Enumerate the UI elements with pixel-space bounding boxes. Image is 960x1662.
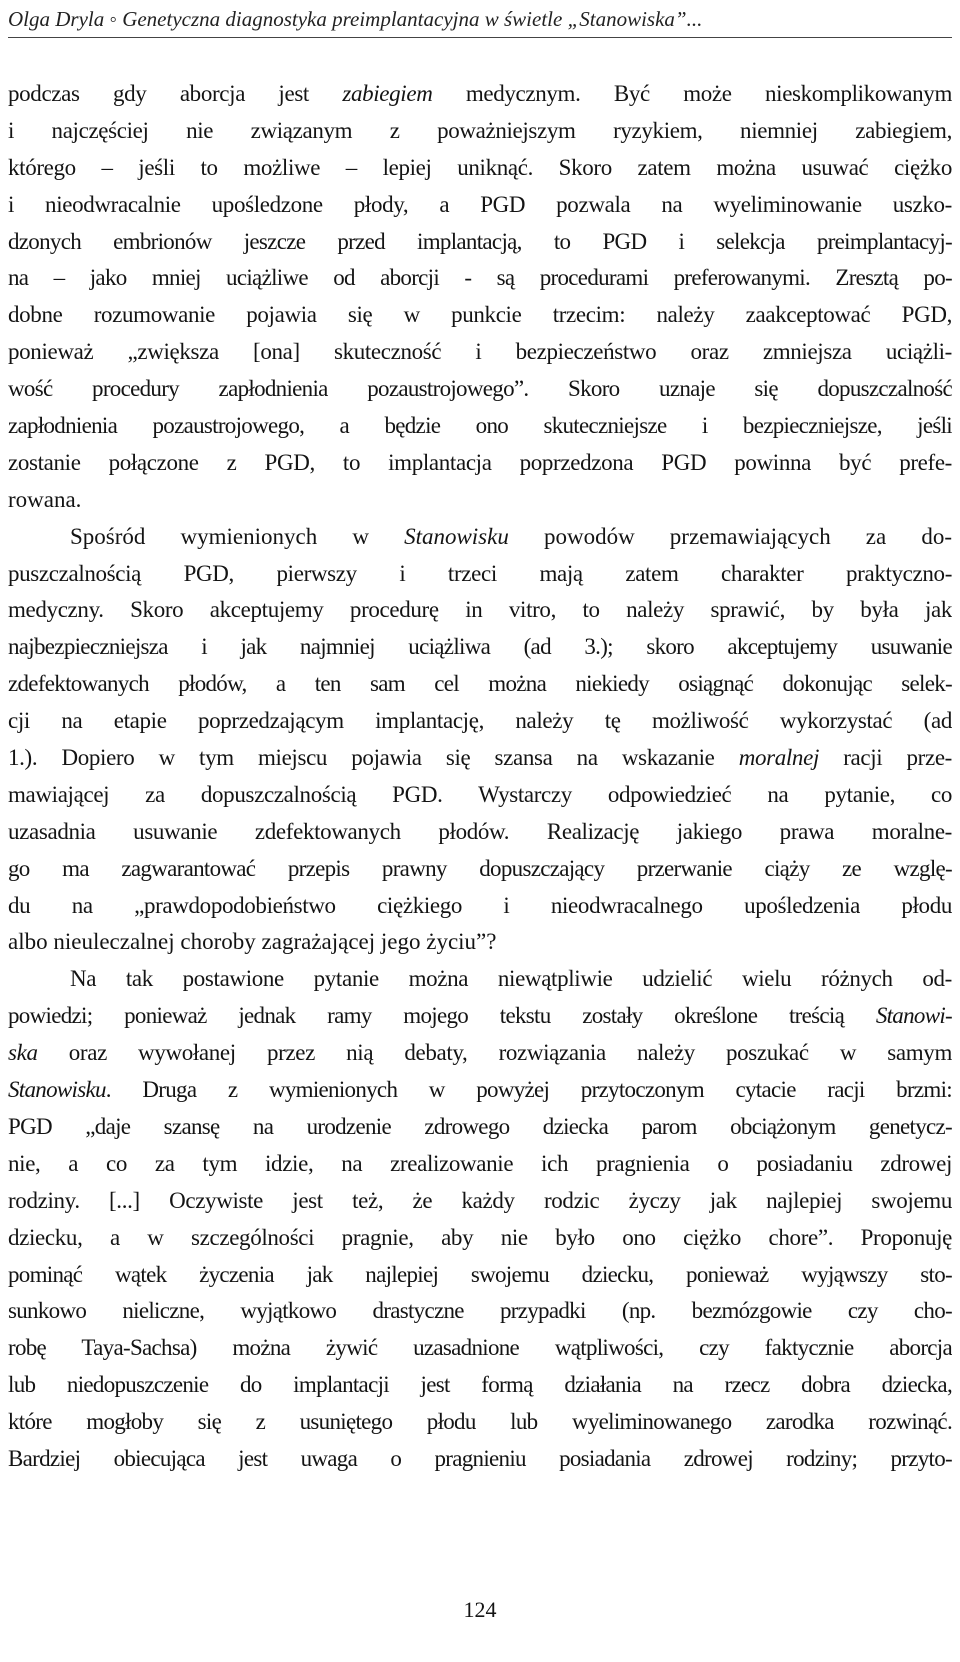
- running-header: [8, 4, 952, 38]
- text-line: ska oraz wywołanej przez nią debaty, rozwiązania należy poszukać w samym: [8, 1040, 952, 1066]
- text-line: sunkowo nieliczne, wyjątkowo drastyczne przypadki (np. bezmózgowie czy cho-: [8, 1298, 952, 1324]
- text-line: ponieważ „zwiększa [ona] skuteczność i bezpieczeństwo oraz zmniejsza uciążli-: [8, 339, 952, 365]
- text-line: robę Taya-Sachsa) można żywić uzasadnione wątpliwości, czy faktycznie aborcja: [8, 1335, 952, 1361]
- text-line: pominąć wątek życzenia jak najlepiej swojemu dziecku, ponieważ wyjąwszy sto-: [8, 1261, 952, 1287]
- text-line: mawiającej za dopuszczalnością PGD. Wystarczy odpowiedzieć na pytanie, co: [8, 781, 952, 807]
- text-line: najbezpieczniejsza i jak najmniej uciążliwa (ad 3.); skoro akceptujemy usuwanie: [8, 634, 952, 660]
- text-line: cji na etapie poprzedzającym implantację, należy tę możliwość wykorzystać (ad: [8, 708, 952, 734]
- text-line: powiedzi; ponieważ jednak ramy mojego tekstu zostały określone treścią Stanowi-: [8, 1003, 952, 1029]
- text-line: go ma zagwarantować przepis prawny dopuszczający przerwanie ciąży ze wzglę-: [8, 855, 952, 881]
- text-line: PGD „daje szansę na urodzenie zdrowego dziecka parom obciążonym genetycz-: [8, 1113, 952, 1139]
- text-line: Stanowisku. Druga z wymienionych w powyżej przytoczonym cytacie racji brzmi:: [8, 1077, 952, 1103]
- text-line: du na „prawdopodobieństwo ciężkiego i nieodwracalnego upośledzenia płodu: [8, 892, 952, 918]
- text-line: Bardziej obiecująca jest uwaga o pragnieniu posiadania zdrowej rodziny; przyto-: [8, 1445, 952, 1471]
- page-number: 124: [463, 1597, 497, 1622]
- text-line: dziecku, a w szczególności pragnie, aby nie było ono ciężko chore”. Proponuję: [8, 1224, 952, 1250]
- text-line: rowana.: [8, 486, 82, 512]
- text-line: podczas gdy aborcja jest zabiegiem medycznym. Być może nieskomplikowanym: [8, 81, 952, 106]
- text-line: którego – jeśli to możliwe – lepiej uniknąć. Skoro zatem można usuwać ciężko: [8, 154, 952, 180]
- body-text: [8, 76, 952, 1478]
- text-line: uzasadnia usuwanie zdefektowanych płodów. Realizację jakiego prawa moralne-: [8, 818, 952, 844]
- text-line: medyczny. Skoro akceptujemy procedurę in vitro, to należy sprawić, by była jak: [8, 597, 952, 623]
- text-line: puszczalnością PGD, pierwszy i trzeci mają zatem charakter praktyczno-: [8, 560, 952, 586]
- text-line: Spośród wymienionych w Stanowisku powodów przemawiających za do-: [70, 523, 952, 549]
- text-line: dzonych embrionów jeszcze przed implantacją, to PGD i selekcja preimplantacyj-: [8, 228, 952, 254]
- text-line: zdefektowanych płodów, a ten sam cel można niekiedy osiągnąć dokonując selek-: [8, 671, 952, 697]
- text-line: nie, a co za tym idzie, na zrealizowanie ich pragnienia o posiadaniu zdrowej: [8, 1150, 952, 1176]
- text-line: i najczęściej nie związanym z poważniejszym ryzykiem, niemniej zabiegiem,: [8, 117, 952, 143]
- running-title: Olga Dryla ◦ Genetyczna diagnostyka preimplantacyjna w świetle „Stanowiska”...: [8, 7, 703, 31]
- text-line: Na tak postawione pytanie można niewątpliwie udzielić wielu różnych od-: [70, 966, 952, 992]
- text-line: które mogłoby się z usuniętego płodu lub wyeliminowanego zarodka rozwinąć.: [8, 1409, 952, 1435]
- text-line: zapłodnienia pozaustrojowego, a będzie ono skuteczniejsze i bezpieczniejsze, jeśli: [8, 413, 952, 439]
- text-line: na – jako mniej uciążliwe od aborcji - są procedurami preferowanymi. Zresztą po-: [8, 265, 952, 291]
- text-line: zostanie połączone z PGD, to implantacja poprzedzona PGD powinna być prefe-: [8, 449, 952, 475]
- text-line: 1.). Dopiero w tym miejscu pojawia się szansa na wskazanie moralnej racji prze-: [8, 745, 952, 771]
- text-line: wość procedury zapłodnienia pozaustrojowego”. Skoro uznaje się dopuszczalność: [8, 376, 952, 402]
- text-line: i nieodwracalnie upośledzone płody, a PGD pozwala na wyeliminowanie uszko-: [8, 191, 952, 217]
- text-line: rodziny. [...] Oczywiste jest też, że każdy rodzic życzy jak najlepiej swojemu: [8, 1187, 952, 1213]
- text-line: lub niedopuszczenie do implantacji jest formą działania na rzecz dobra dziecka,: [8, 1372, 952, 1398]
- header-rule: [8, 37, 952, 38]
- text-line: albo nieuleczalnej choroby zagrażającej jego życiu”?: [8, 929, 497, 955]
- text-line: dobne rozumowanie pojawia się w punkcie trzecim: należy zaakceptować PGD,: [8, 302, 952, 328]
